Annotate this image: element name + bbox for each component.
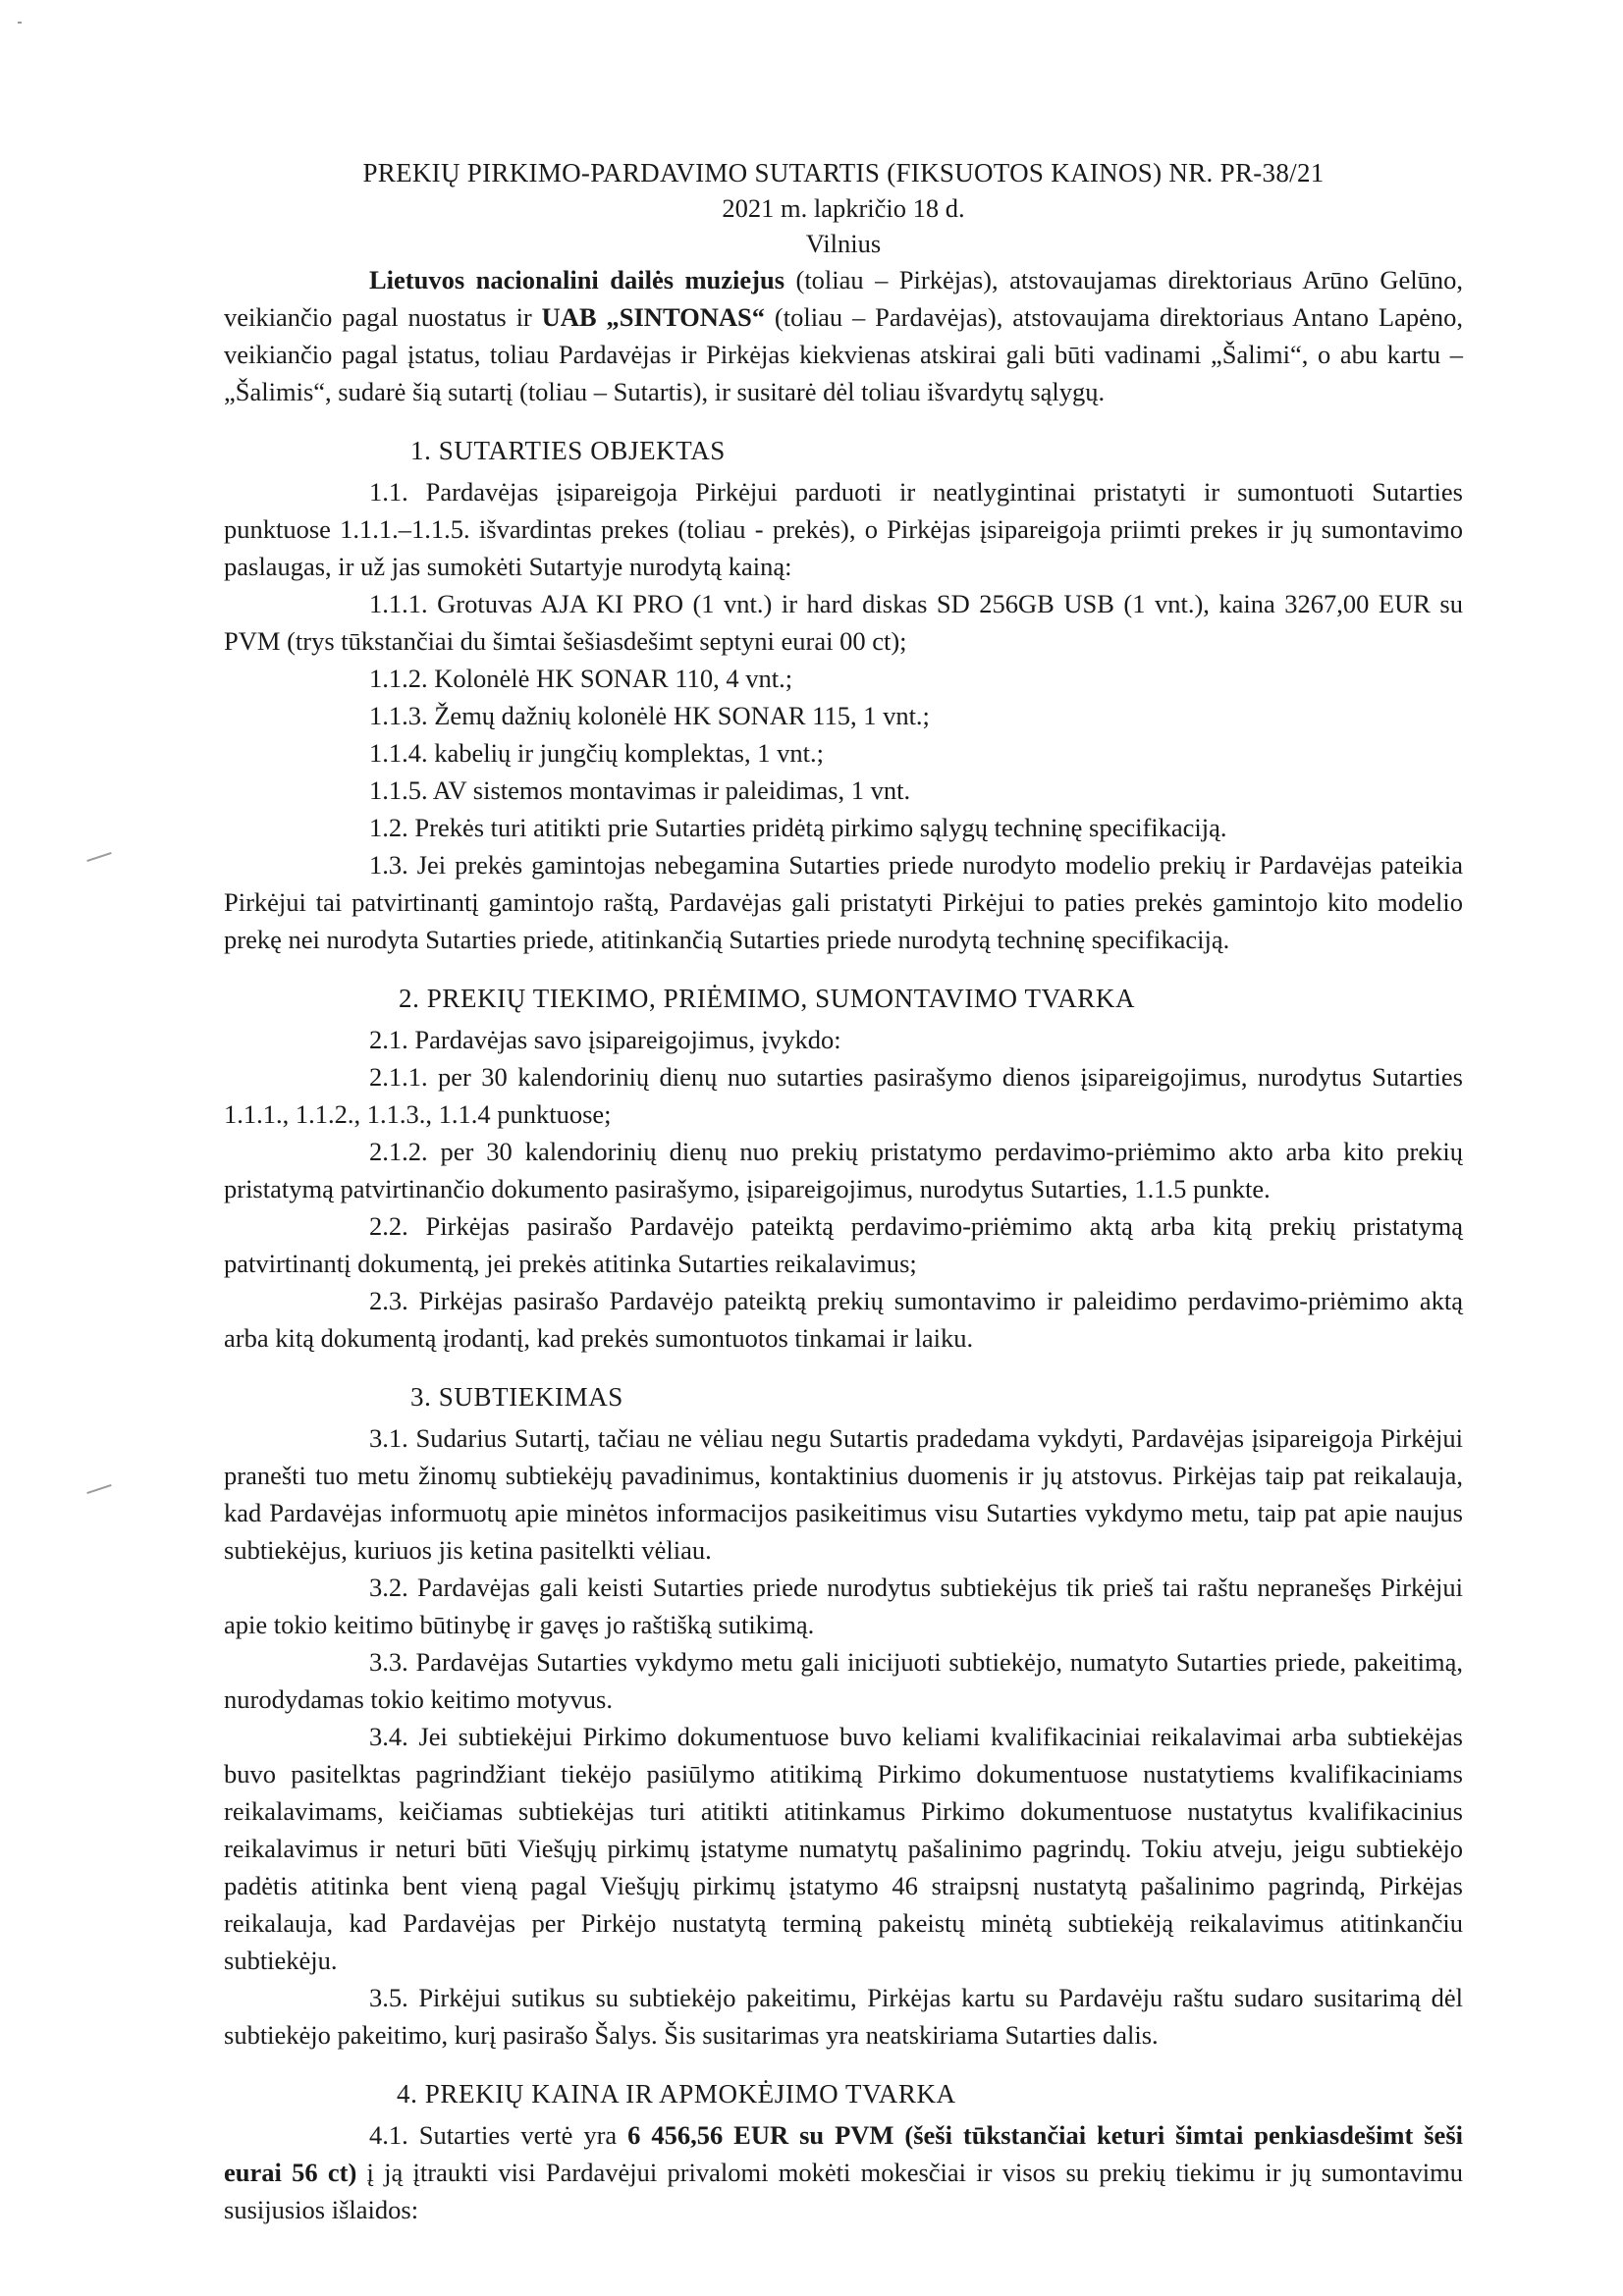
contract-value: 6 456,56 EUR su PVM (šeši tūkstančiai keturi šimtai penkiasdešimt šeši eurai 56 ct) (224, 2120, 1463, 2187)
clause-3-3: 3.3. Pardavėjas Sutarties vykdymo metu gali inicijuoti subtiekėjo, numatyto Sutarties priede, pakeitimą, nurodydamas tokio keitimo motyvus. (224, 1647, 1463, 1714)
scan-mark (86, 852, 111, 862)
intro-paragraph (224, 261, 1463, 410)
section-1-heading: 1. SUTARTIES OBJEKTAS (410, 436, 726, 465)
section-3-heading: 3. SUBTIEKIMAS (410, 1382, 623, 1412)
clause-1-3: 1.3. Jei prekės gamintojas nebegamina Sutarties priede nurodyto modelio prekių ir Pardavėjas pateikia Pirkėjui tai patvirtinantį gamintojo raštą, Pardavėjas gali pristatyti Pirkėjui to paties prekės gamintojo kito modelio prekę nei nurodyta Sutarties priede, atitinkančią Sutarties priede nurodytą techninę specifikaciją. (224, 850, 1463, 954)
clause-2-1-1: 2.1.1. per 30 kalendorinių dienų nuo sutarties pasirašymo dienos įsipareigojimus, nurodytus Sutarties 1.1.1., 1.1.2., 1.1.3., 1.1.4 punktuose; (224, 1062, 1463, 1129)
document-date: 2021 m. lapkričio 18 d. (722, 193, 965, 223)
clause-1-1-5: 1.1.5. AV sistemos montavimas ir paleidimas, 1 vnt. (369, 775, 911, 805)
intro-text-2: (toliau – Pardavėjas), atstovaujama direktoriaus Antano Lapėno, veikiančio pagal įstatus, toliau Pardavėjas ir Pirkėjas kiekvienas atskirai gali būti vadinami „Šalimi“, o abu kartu – „Šalimis“, sudarė šią sutartį (toliau – Sutartis), ir susitarė dėl toliau išvardytų sąlygų. (224, 302, 1463, 406)
clause-1-1: 1.1. Pardavėjas įsipareigoja Pirkėjui parduoti ir neatlygintinai pristatyti ir sumontuoti Sutarties punktuose 1.1.1.–1.1.5. išvardintas prekes (toliau - prekės), o Pirkėjas įsipareigoja priimti prekes ir jų sumontavimo paslaugas, ir už jas sumokėti Sutartyje nurodytą kainą: (224, 477, 1463, 581)
clause-3-5: 3.5. Pirkėjui sutikus su subtiekėjo pakeitimu, Pirkėjas kartu su Pardavėju raštu sudaro susitarimą dėl subtiekėjo pakeitimo, kurį pasirašo Šalys. Šis susitarimas yra neatskiriama Sutarties dalis. (224, 1983, 1463, 2050)
contract-page (224, 155, 1463, 2228)
section-4-heading: 4. PREKIŲ KAINA IR APMOKĖJIMO TVARKA (397, 2079, 956, 2109)
clause-4-1-prefix: 4.1. Sutarties vertė yra (369, 2120, 628, 2150)
clause-1-1-4: 1.1.4. kabelių ir jungčių komplektas, 1 vnt.; (369, 738, 824, 768)
clause-1-2: 1.2. Prekės turi atitikti prie Sutarties pridėtą pirkimo sąlygų techninę specifikaciją. (369, 813, 1227, 842)
seller-name: UAB „SINTONAS“ (541, 302, 766, 332)
intro-text-1: (toliau – Pirkėjas), atstovaujamas direktoriaus Arūno Gelūno, veikiančio pagal nuostatus ir (224, 265, 1463, 332)
clause-1-1-1: 1.1.1. Grotuvas AJA KI PRO (1 vnt.) ir hard diskas SD 256GB USB (1 vnt.), kaina 3267,00 EUR su PVM (trys tūkstančiai du šimtai šešiasdešimt septyni eurai 00 ct); (224, 589, 1463, 656)
clause-3-2: 3.2. Pardavėjas gali keisti Sutarties priede nurodytus subtiekėjus tik prieš tai raštu nepranešęs Pirkėjui apie tokio keitimo būtinybę ir gavęs jo raštišką sutikimą. (224, 1573, 1463, 1639)
clause-3-1: 3.1. Sudarius Sutartį, tačiau ne vėliau negu Sutartis pradedama vykdyti, Pardavėjas įsipareigoja Pirkėjui pranešti tuo metu žinomų subtiekėjų pavadinimus, kontaktinius duomenis ir jų atstovus. Pirkėjas taip pat reikalauja, kad Pardavėjas informuotų apie minėtos informacijos pasikeitimus visu Sutarties vykdymo metu, taip pat apie naujus subtiekėjus, kuriuos jis ketina pasitelkti vėliau. (224, 1423, 1463, 1565)
scan-mark (86, 1484, 111, 1494)
document-city: Vilnius (805, 229, 882, 258)
clause-2-2: 2.2. Pirkėjas pasirašo Pardavėjo pateiktą perdavimo-priėmimo aktą arba kitą prekių pristatymą patvirtinantį dokumentą, jei prekės atitinka Sutarties reikalavimus; (224, 1211, 1463, 1278)
clause-3-4: 3.4. Jei subtiekėjui Pirkimo dokumentuose buvo keliami kvalifikaciniai reikalavimai arba subtiekėjas buvo pasitelktas pagrindžiant tiekėjo pasiūlymo atitikimą Pirkimo dokumentuose nustatytiems kvalifikaciniams reikalavimams, keičiamas subtiekėjas turi atitikti atitinkamus Pirkimo dokumentuose nustatytus kvalifikacinius reikalavimus ir neturi būti Viešųjų pirkimų įstatyme numatytų pašalinimo pagrindų. Tokiu atveju, jeigu subtiekėjo padėtis atitinka bent vieną pagal Viešųjų pirkimų įstatymo 46 straipsnį nustatytą pašalinimo pagrindą, Pirkėjas reikalauja, kad Pardavėjas per Pirkėjo nustatytą terminą pakeistų minėtą subtiekėją reikalavimus atitinkančiu subtiekėju. (224, 1722, 1463, 1975)
clause-1-1-3: 1.1.3. Žemų dažnių kolonėlė HK SONAR 115, 1 vnt.; (369, 701, 930, 730)
clause-2-1: 2.1. Pardavėjas savo įsipareigojimus, įvykdo: (369, 1025, 841, 1054)
clause-4-1 (224, 2116, 1463, 2228)
document-title: PREKIŲ PIRKIMO-PARDAVIMO SUTARTIS (FIKSUOTOS KAINOS) NR. PR-38/21 (362, 158, 1325, 187)
clause-4-1-suffix: į ją įtraukti visi Pardavėjui privalomi mokėti mokesčiai ir visos su prekių tiekimu ir jų sumontavimu susijusios išlaidos: (224, 2158, 1463, 2224)
clause-2-1-2: 2.1.2. per 30 kalendorinių dienų nuo prekių pristatymo perdavimo-priėmimo akto arba kito prekių pristatymą patvirtinančio dokumento pasirašymo, įsipareigojimus, nurodytus Sutarties, 1.1.5 punkte. (224, 1137, 1463, 1203)
clause-2-3: 2.3. Pirkėjas pasirašo Pardavėjo pateiktą prekių sumontavimo ir paleidimo perdavimo-priėmimo aktą arba kitą dokumentą įrodantį, kad prekės sumontuotos tinkamai ir laiku. (224, 1286, 1463, 1353)
scan-mark (18, 22, 22, 24)
section-2-heading: 2. PREKIŲ TIEKIMO, PRIĖMIMO, SUMONTAVIMO TVARKA (399, 984, 1136, 1013)
buyer-name: Lietuvos nacionalini dailės muziejus (369, 265, 785, 294)
clause-1-1-2: 1.1.2. Kolonėlė HK SONAR 110, 4 vnt.; (369, 664, 793, 693)
